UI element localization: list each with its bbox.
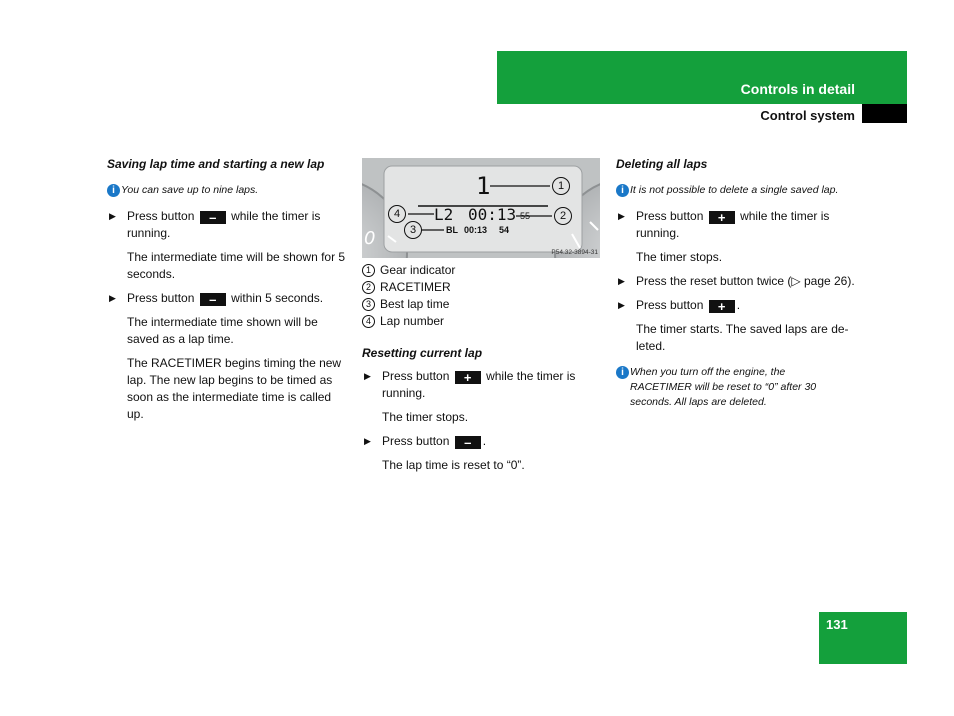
legend-item: 3 Best lap time (362, 296, 602, 313)
info-icon: i (107, 184, 120, 197)
legend-item: 1 Gear indicator (362, 262, 602, 279)
step-result: The intermediate time shown will be saved as a lap time. (127, 315, 318, 346)
best-lap-hundredths: 54 (499, 225, 510, 235)
bullet-triangle-icon: ▶ (618, 211, 625, 221)
column-deleting (616, 156, 860, 420)
header-tab (855, 51, 907, 104)
step-result: The timer stops. (382, 410, 469, 424)
callout-2: 2 (554, 207, 572, 225)
bullet-triangle-icon: ▶ (109, 211, 116, 221)
step-result: The timer starts. The saved laps are de-leted. (636, 322, 849, 353)
info-note: i You can save up to nine laps. (107, 183, 347, 198)
svg-text:0: 0 (364, 228, 376, 249)
gear-indicator-value: 1 (476, 172, 491, 200)
plus-button-icon: + (455, 371, 481, 384)
step-item: ▶ Press button + . (618, 298, 741, 314)
column-resetting (362, 262, 602, 481)
callout-1: 1 (552, 177, 570, 195)
header-bar (497, 51, 855, 104)
bullet-triangle-icon: ▶ (618, 276, 625, 286)
minus-button-icon: – (455, 436, 481, 449)
racetimer-figure (362, 158, 600, 258)
minus-button-icon: – (200, 293, 226, 306)
subsection-title: Control system (760, 108, 855, 123)
lap-number-value: L2 (434, 205, 454, 224)
section-title: Controls in detail (740, 81, 855, 97)
subsection-marker (862, 104, 907, 123)
step-result: The timer stops. (636, 250, 723, 264)
step-result: The lap time is reset to “0”. (382, 458, 525, 472)
step-item: ▶ Press button – while the timer is running. (109, 209, 321, 240)
best-lap-label: BL (446, 225, 458, 235)
step-item: ▶ Press the reset button twice (▷ page 26). (618, 274, 855, 288)
column-saving-lap (107, 156, 347, 430)
racetimer-hundredths: 55 (520, 211, 531, 221)
callout-3: 3 (404, 221, 422, 239)
step-result: The RACETIMER begins timing the new lap. The new lap begins to be timed as soon as the intermediate time is called up. (127, 356, 342, 421)
bullet-triangle-icon: ▶ (364, 371, 371, 381)
page-number: 131 (826, 617, 848, 632)
plus-button-icon: + (709, 211, 735, 224)
section-heading: Resetting current lap (362, 346, 483, 360)
legend-item: 2 RACETIMER (362, 279, 602, 296)
step-item: ▶ Press button + while the timer is running. (618, 209, 830, 240)
step-item: ▶ Press button – within 5 seconds. (109, 291, 324, 307)
racetimer-value: 00:13 (468, 205, 517, 224)
info-icon: i (616, 366, 629, 379)
step-item: ▶ Press button + while the timer is running. (364, 369, 576, 400)
step-result: The intermediate time will be shown for 5 seconds. (127, 250, 346, 281)
bullet-triangle-icon: ▶ (109, 293, 116, 303)
figure-legend (362, 262, 602, 330)
step-item: ▶ Press button – . (364, 434, 487, 450)
figure-code: P54.32-3894-31 (551, 249, 598, 256)
section-heading: Saving lap time and starting a new lap (107, 157, 325, 171)
page-number-box (819, 612, 907, 664)
info-icon: i (616, 184, 629, 197)
minus-button-icon: – (200, 211, 226, 224)
bullet-triangle-icon: ▶ (364, 436, 371, 446)
callout-4: 4 (388, 205, 406, 223)
bullet-triangle-icon: ▶ (618, 300, 625, 310)
section-heading: Deleting all laps (616, 157, 708, 171)
info-note: i When you turn off the engine, the RACETIMER will be reset to “0” after 30 seconds. All laps are deleted. (616, 365, 820, 410)
info-note: i It is not possible to delete a single saved lap. (616, 183, 860, 198)
best-lap-time: 00:13 (464, 225, 488, 235)
plus-button-icon: + (709, 300, 735, 313)
legend-item: 4 Lap number (362, 313, 602, 330)
